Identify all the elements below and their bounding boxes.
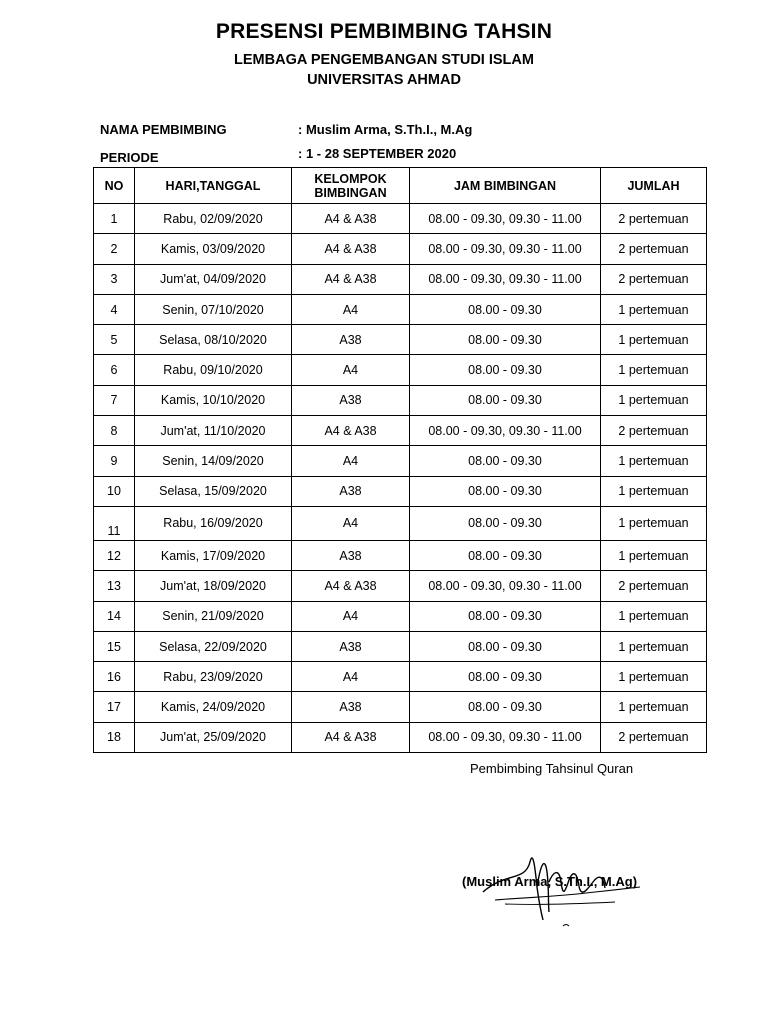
table-row	[94, 446, 707, 476]
cell-count: 2 pertemuan	[601, 571, 707, 601]
cell-date: Rabu, 23/09/2020	[135, 662, 292, 692]
cell-group: A4	[292, 662, 410, 692]
cell-group: A4 & A38	[292, 264, 410, 294]
cell-time: 08.00 - 09.30	[410, 325, 601, 355]
cell-time: 08.00 - 09.30, 09.30 - 11.00	[410, 416, 601, 446]
cell-date: Selasa, 22/09/2020	[135, 631, 292, 661]
cell-date: Rabu, 16/09/2020	[135, 506, 292, 540]
table-row	[94, 234, 707, 264]
cell-date: Selasa, 08/10/2020	[135, 325, 292, 355]
table-row	[94, 264, 707, 294]
cell-count: 2 pertemuan	[601, 416, 707, 446]
supervisor-name: (Muslim Arma, S.Th.I., M.Ag)	[462, 874, 638, 889]
table-row	[94, 325, 707, 355]
cell-no: 9	[94, 446, 135, 476]
cell-count: 2 pertemuan	[601, 264, 707, 294]
university-name: UNIVERSITAS AHMAD	[307, 72, 461, 88]
periode-value: : 1 - 28 SEPTEMBER 2020	[298, 146, 457, 161]
table-header-row	[94, 168, 707, 204]
cell-no: 18	[94, 722, 135, 752]
cell-time: 08.00 - 09.30, 09.30 - 11.00	[410, 571, 601, 601]
table-row	[94, 692, 707, 722]
cell-count: 1 pertemuan	[601, 540, 707, 570]
cell-group: A4	[292, 506, 410, 540]
cell-time: 08.00 - 09.30	[410, 662, 601, 692]
cell-count: 1 pertemuan	[601, 446, 707, 476]
cell-time: 08.00 - 09.30, 09.30 - 11.00	[410, 204, 601, 234]
cell-no: 15	[94, 631, 135, 661]
cell-no: 8	[94, 416, 135, 446]
cell-no: 2	[94, 234, 135, 264]
cell-count: 2 pertemuan	[601, 234, 707, 264]
cell-date: Rabu, 02/09/2020	[135, 204, 292, 234]
column-header-time: JAM BIMBINGAN	[410, 168, 601, 204]
cell-count: 2 pertemuan	[601, 204, 707, 234]
cell-group: A38	[292, 476, 410, 506]
cell-group: A4	[292, 601, 410, 631]
cell-no: 13	[94, 571, 135, 601]
table-body	[94, 204, 707, 753]
cell-date: Rabu, 09/10/2020	[135, 355, 292, 385]
cell-no: 16	[94, 662, 135, 692]
table-row	[94, 476, 707, 506]
cell-count: 1 pertemuan	[601, 662, 707, 692]
cell-time: 08.00 - 09.30	[410, 294, 601, 324]
attendance-table	[93, 167, 707, 753]
cell-group: A38	[292, 692, 410, 722]
cell-no: 5	[94, 325, 135, 355]
supervisor-role: Pembimbing Tahsinul Quran	[470, 761, 634, 776]
table-row	[94, 416, 707, 446]
table-row	[94, 385, 707, 415]
cell-time: 08.00 - 09.30, 09.30 - 11.00	[410, 264, 601, 294]
cell-count: 1 pertemuan	[601, 506, 707, 540]
cell-no: 14	[94, 601, 135, 631]
cell-time: 08.00 - 09.30	[410, 631, 601, 661]
table-row	[94, 662, 707, 692]
cell-no: 6	[94, 355, 135, 385]
cell-count: 1 pertemuan	[601, 631, 707, 661]
cell-date: Senin, 14/09/2020	[135, 446, 292, 476]
cell-count: 1 pertemuan	[601, 385, 707, 415]
table-row	[94, 506, 707, 540]
column-header-group: KELOMPOK BIMBINGAN	[292, 168, 410, 204]
table-row	[94, 294, 707, 324]
cell-time: 08.00 - 09.30, 09.30 - 11.00	[410, 722, 601, 752]
cell-no: 12	[94, 540, 135, 570]
cell-count: 1 pertemuan	[601, 355, 707, 385]
column-header-count: JUMLAH	[601, 168, 707, 204]
cell-count: 1 pertemuan	[601, 601, 707, 631]
table-row	[94, 631, 707, 661]
table-row	[94, 601, 707, 631]
column-header-no: NO	[94, 168, 135, 204]
cell-time: 08.00 - 09.30	[410, 385, 601, 415]
cell-no: 4	[94, 294, 135, 324]
cell-group: A4 & A38	[292, 571, 410, 601]
cell-group: A4	[292, 355, 410, 385]
table-row	[94, 204, 707, 234]
cell-date: Senin, 21/09/2020	[135, 601, 292, 631]
cell-group: A4	[292, 294, 410, 324]
nama-label: NAMA PEMBIMBING	[100, 122, 227, 137]
cell-count: 1 pertemuan	[601, 692, 707, 722]
cell-date: Jum'at, 25/09/2020	[135, 722, 292, 752]
column-header-date: HARI,TANGGAL	[135, 168, 292, 204]
cell-date: Senin, 07/10/2020	[135, 294, 292, 324]
cell-group: A38	[292, 325, 410, 355]
cell-count: 1 pertemuan	[601, 476, 707, 506]
cell-time: 08.00 - 09.30, 09.30 - 11.00	[410, 234, 601, 264]
cell-group: A4 & A38	[292, 416, 410, 446]
cell-date: Jum'at, 18/09/2020	[135, 571, 292, 601]
cell-no: 10	[94, 476, 135, 506]
cell-time: 08.00 - 09.30	[410, 506, 601, 540]
document-title: PRESENSI PEMBIMBING TAHSIN	[215, 20, 553, 43]
cell-count: 2 pertemuan	[601, 722, 707, 752]
table-row	[94, 540, 707, 570]
cell-group: A4 & A38	[292, 722, 410, 752]
cell-no: 17	[94, 692, 135, 722]
cell-time: 08.00 - 09.30	[410, 446, 601, 476]
cell-group: A38	[292, 385, 410, 415]
cell-date: Selasa, 15/09/2020	[135, 476, 292, 506]
cell-group: A4 & A38	[292, 204, 410, 234]
cell-group: A38	[292, 540, 410, 570]
table-row	[94, 722, 707, 752]
cell-no: 7	[94, 385, 135, 415]
cell-date: Kamis, 17/09/2020	[135, 540, 292, 570]
cell-no: 11	[94, 506, 135, 540]
cell-group: A38	[292, 631, 410, 661]
cell-group: A4	[292, 446, 410, 476]
cell-date: Kamis, 10/10/2020	[135, 385, 292, 415]
cell-group: A4 & A38	[292, 234, 410, 264]
table-row	[94, 571, 707, 601]
cell-time: 08.00 - 09.30	[410, 601, 601, 631]
cell-date: Kamis, 03/09/2020	[135, 234, 292, 264]
cell-time: 08.00 - 09.30	[410, 476, 601, 506]
table-row	[94, 355, 707, 385]
cell-count: 1 pertemuan	[601, 294, 707, 324]
institution-name: LEMBAGA PENGEMBANGAN STUDI ISLAM	[234, 52, 534, 68]
cell-date: Jum'at, 04/09/2020	[135, 264, 292, 294]
cell-date: Jum'at, 11/10/2020	[135, 416, 292, 446]
nama-value: : Muslim Arma, S.Th.I., M.Ag	[298, 122, 473, 137]
cell-no: 3	[94, 264, 135, 294]
cell-count: 1 pertemuan	[601, 325, 707, 355]
cell-no: 1	[94, 204, 135, 234]
cell-time: 08.00 - 09.30	[410, 692, 601, 722]
cell-time: 08.00 - 09.30	[410, 540, 601, 570]
cell-time: 08.00 - 09.30	[410, 355, 601, 385]
cell-date: Kamis, 24/09/2020	[135, 692, 292, 722]
periode-label: PERIODE	[100, 150, 159, 165]
